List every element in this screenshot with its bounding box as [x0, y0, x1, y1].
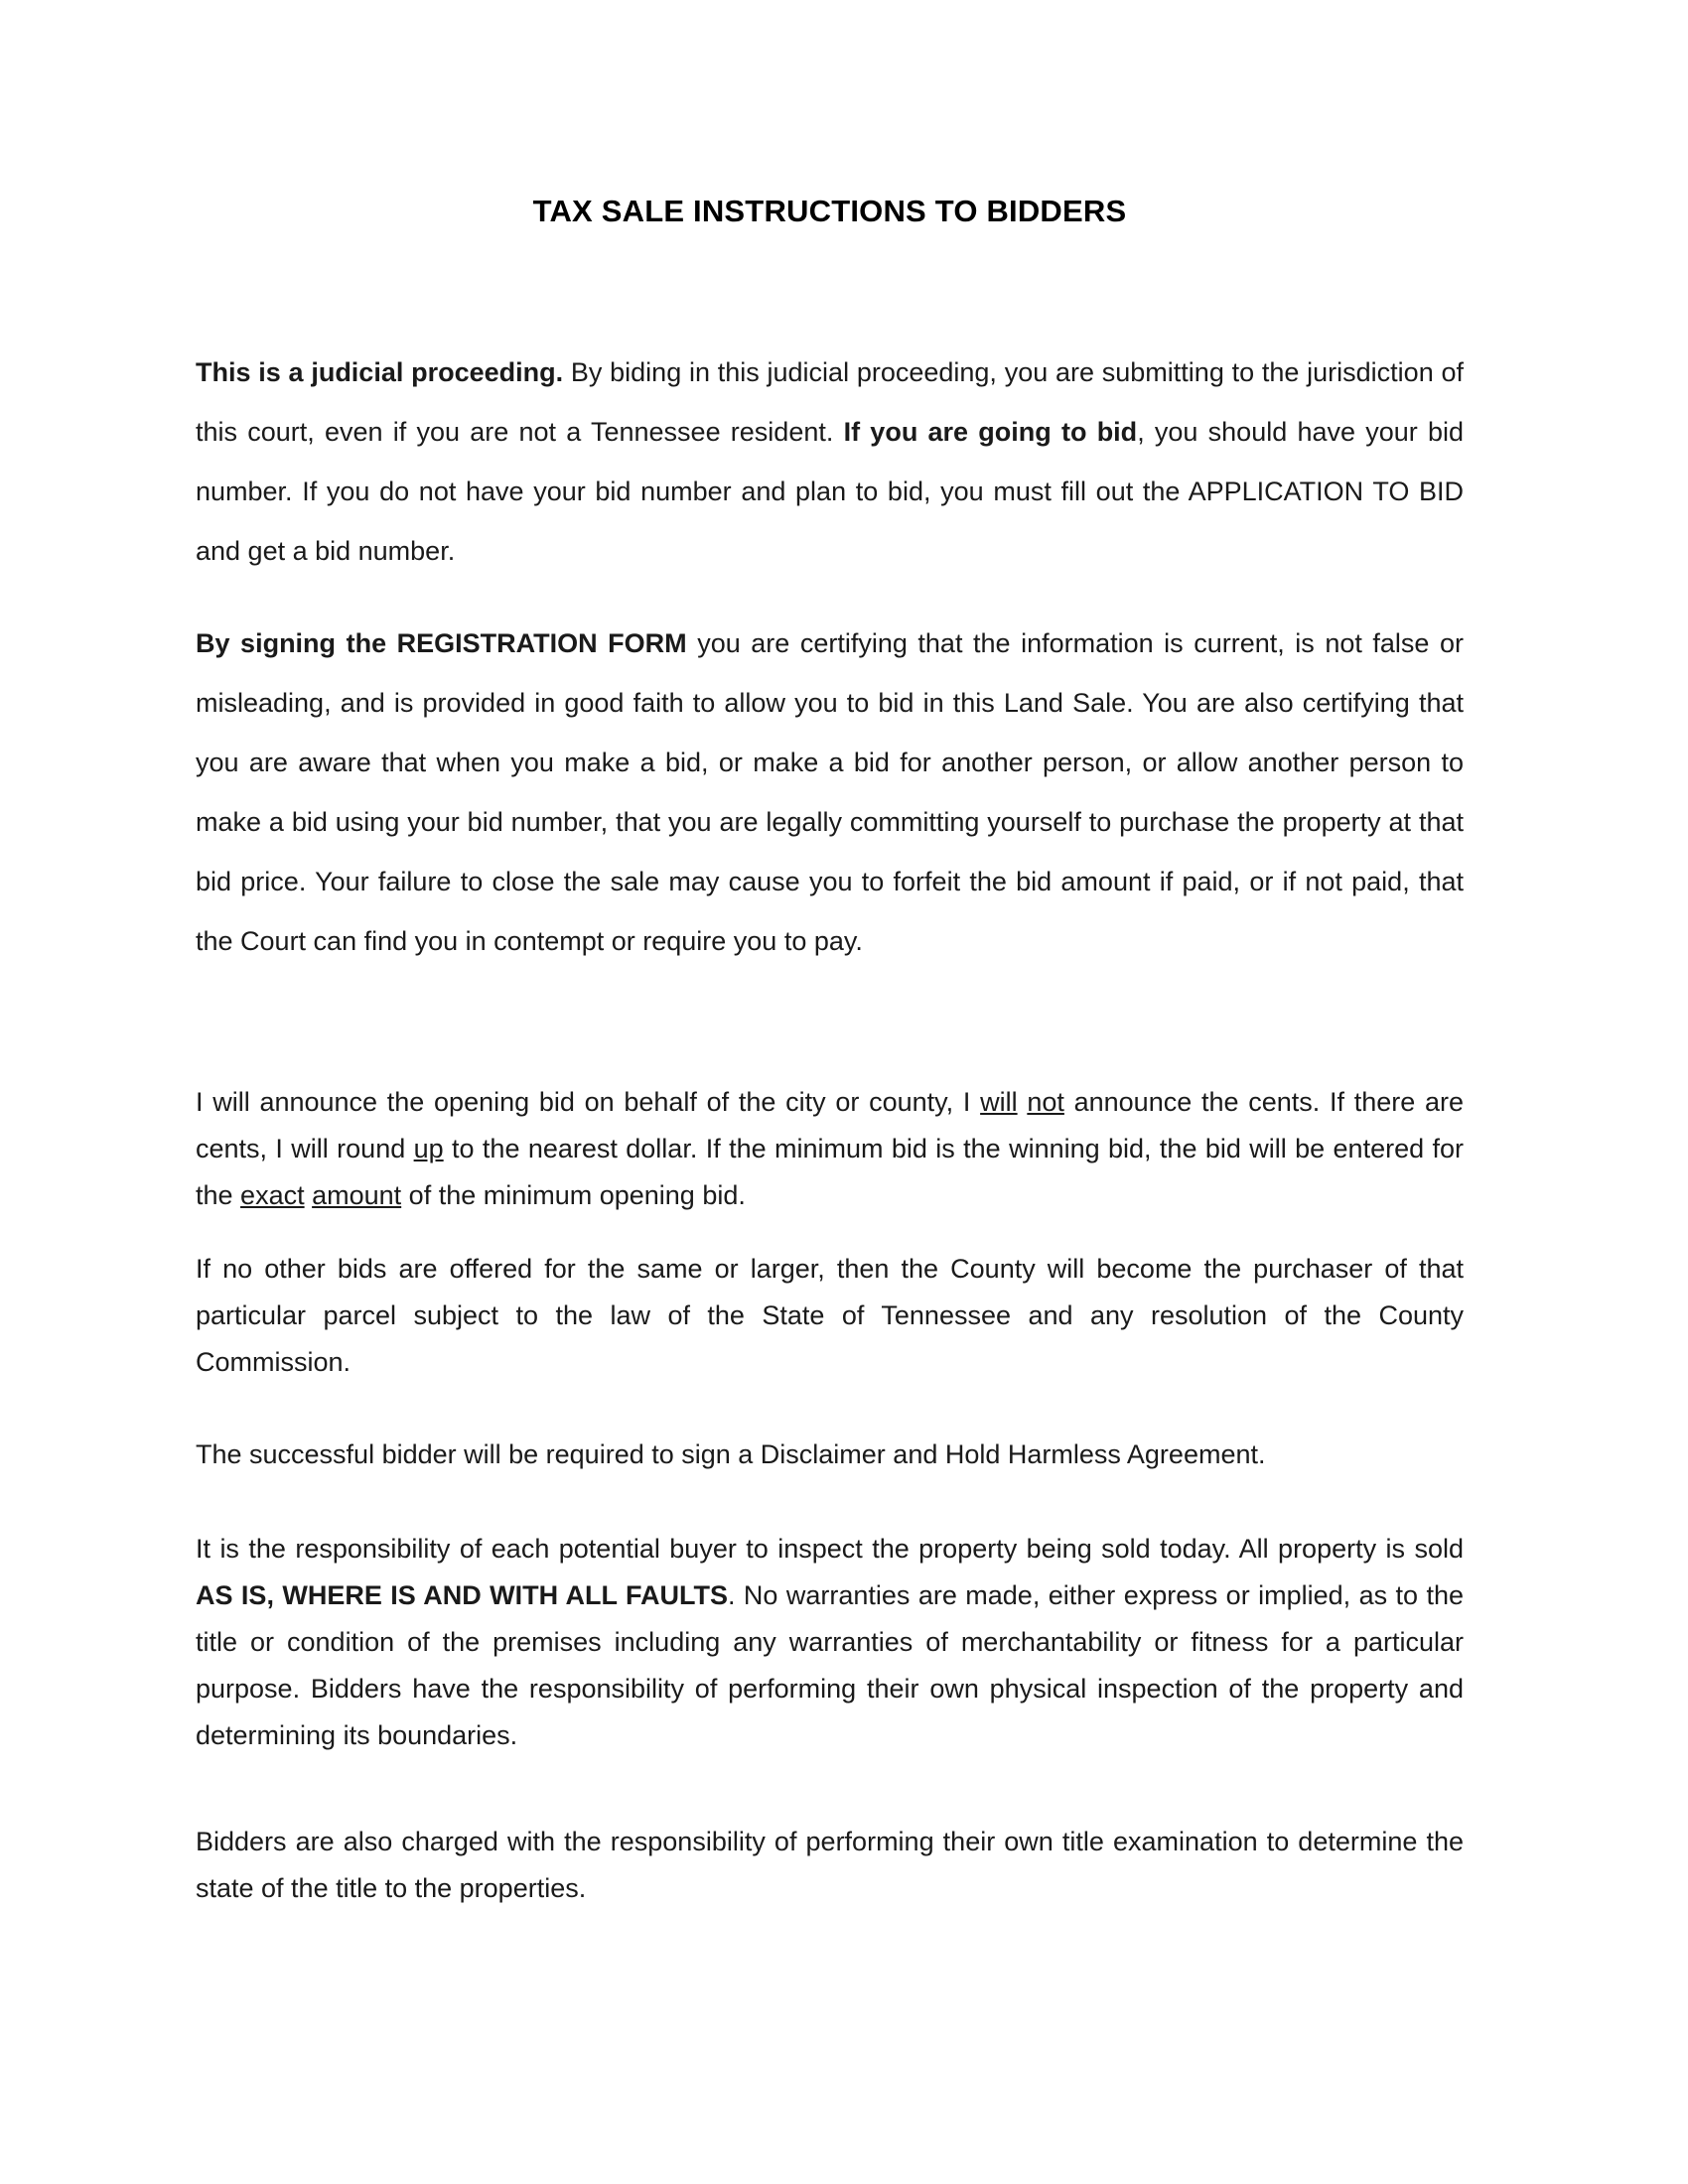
emphasis-underline-run: exact — [240, 1180, 305, 1210]
text-run: It is the responsibility of each potential buyer to inspect the property being sold today. All property is sold — [196, 1534, 1464, 1564]
emphasis-bold-run: By signing the REGISTRATION FORM — [196, 628, 687, 658]
page-title: TAX SALE INSTRUCTIONS TO BIDDERS — [532, 194, 1127, 228]
paragraph-disclaimer-agreement — [196, 1432, 1464, 1478]
emphasis-underline-run: up — [413, 1134, 444, 1163]
emphasis-bold-run: If you are going to bid — [843, 417, 1138, 447]
emphasis-underline-run: will — [980, 1087, 1018, 1117]
text-run: By biding in this judicial proceeding, you are submitting to the jurisdiction of this court, even if you are not a Tennessee resident. — [196, 357, 1464, 447]
text-run — [305, 1180, 313, 1210]
text-run — [1018, 1087, 1028, 1117]
text-run: to the nearest dollar. If the minimum bid is the winning bid, the bid will be entered for the — [196, 1134, 1464, 1210]
paragraph-title-examination — [196, 1819, 1464, 1912]
emphasis-bold-run: AS IS, WHERE IS AND WITH ALL FAULTS — [196, 1580, 728, 1610]
paragraph-text — [196, 342, 1464, 581]
text-run: Bidders are also charged with the responsibility of performing their own title examination to determine the state of the title to the properties. — [196, 1827, 1464, 1903]
paragraph-text — [196, 1432, 1464, 1478]
paragraph-county-purchaser — [196, 1246, 1464, 1386]
text-run: of the minimum opening bid. — [401, 1180, 746, 1210]
text-run: I will announce the opening bid on behalf of the city or county, I — [196, 1087, 981, 1117]
text-run: , you should have your bid number. If you do not have your bid number and plan to bid, you must fill out the APPLICATION TO BID and get a bid number. — [196, 417, 1464, 566]
paragraph-text — [196, 1246, 1464, 1386]
paragraph-as-is-where-is — [196, 1526, 1464, 1759]
paragraph-text — [196, 1526, 1464, 1759]
paragraph-text — [196, 1079, 1464, 1219]
paragraph-text — [196, 1819, 1464, 1912]
paragraph-opening-bid — [196, 1079, 1464, 1219]
text-run: . No warranties are made, either express or implied, as to the title or condition of the premises including any warranties of merchantability or fitness for a particular purpose. Bidders have the responsibility of performing their own physical inspection of the property and determining its boundaries. — [196, 1580, 1464, 1750]
paragraph-text — [196, 614, 1464, 971]
paragraph-registration-form — [196, 614, 1464, 971]
text-run: The successful bidder will be required to sign a Disclaimer and Hold Harmless Agreement. — [196, 1439, 1266, 1469]
emphasis-underline-run: not — [1027, 1087, 1064, 1117]
emphasis-underline-run: amount — [312, 1180, 402, 1210]
text-run: If no other bids are offered for the same or larger, then the County will become the purchaser of that particular parcel subject to the law of the State of Tennessee and any resolution of the County Commission. — [196, 1254, 1464, 1377]
paragraph-judicial-proceeding — [196, 342, 1464, 581]
text-run: you are certifying that the information is current, is not false or misleading, and is provided in good faith to allow you to bid in this Land Sale. You are also certifying that you are aware that when you make a bid, or make a bid for another person, or allow another person to make a bid using your bid number, that you are legally committing yourself to purchase the property at that bid price. Your failure to close the sale may cause you to forfeit the bid amount if paid, or if not paid, that the Court can find you in contempt or require you to pay. — [196, 628, 1464, 956]
emphasis-bold-run: This is a judicial proceeding. — [196, 357, 564, 387]
text-run: announce the cents. If there are cents, I will round — [196, 1087, 1464, 1163]
